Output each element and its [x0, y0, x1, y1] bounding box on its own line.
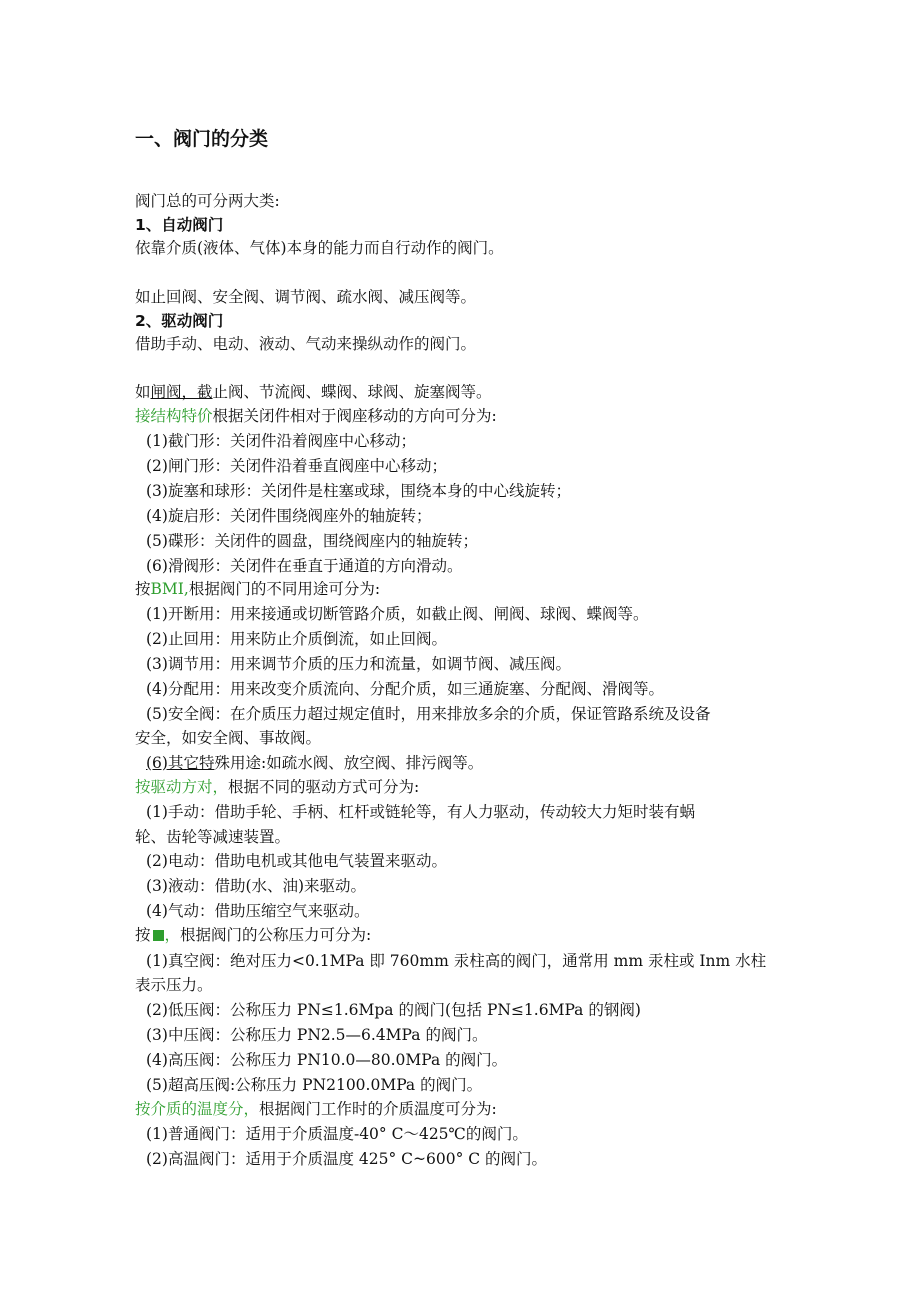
usage-lead [135, 578, 380, 600]
list-item: (5)碟形：关闭件的圆盘，围绕阀座内的轴旋转； [146, 532, 478, 550]
usage-lead-text: 根据阀门的不同用途可分为: [188, 580, 381, 598]
list-item: (4)气动：借助压缩空气来驱动。 [146, 902, 370, 920]
structure-lead [135, 405, 497, 427]
temperature-lead [135, 1098, 497, 1120]
driven-examples [135, 381, 492, 403]
temperature-lead-text: 根据阀门工作时的介质温度可分为: [259, 1100, 497, 1118]
page-title: 一、阀门的分类 [135, 128, 269, 150]
drive-lead-text: 根据不同的驱动方式可分为: [228, 778, 420, 796]
list-item: (3)中压阀：公称压力 PN2.5—6.4MPa 的阀门。 [146, 1026, 488, 1044]
list-item: (1)手动：借助手轮、手柄、杠杆或链轮等，有人力驱动，传动较大力矩时装有蜗 [146, 803, 695, 821]
pressure-lead-highlight: ， [164, 926, 181, 944]
driven-examples-underlined: 闸阀，截 [150, 383, 213, 401]
list-item-continuation: 安全，如安全阀、事故阀。 [135, 729, 322, 747]
auto-description: 依靠介质(液体、气体)本身的能力而自行动作的阀门。 [135, 239, 504, 257]
list-item: (4)高压阀：公称压力 PN10.0—80.0MPa 的阀门。 [146, 1051, 508, 1069]
pressure-lead-prefix: 按 [135, 926, 151, 944]
section-heading-driven: 2、驱动阀门 [135, 312, 224, 330]
pressure-lead [135, 924, 371, 946]
driven-description: 借助手动、电动、液动、气动来操纵动作的阀门。 [135, 335, 477, 353]
list-item-continuation: 轮、齿轮等减速装置。 [135, 828, 291, 846]
intro-text: 阀门总的可分两大类: [135, 192, 280, 210]
structure-lead-text: 根据关闭件相对于阀座移动的方向可分为: [212, 407, 497, 425]
list-item: (1)开断用：用来接通或切断管路介质，如截止阀、闸阀、球阀、蝶阀等。 [146, 605, 649, 623]
list-item: (2)高温阀门：适用于介质温度 425° C~600° C 的阀门。 [146, 1150, 548, 1168]
section-heading-auto: 1、自动阀门 [135, 216, 224, 234]
driven-examples-rest: 止阀、节流阀、蝶阀、球阀、旋塞阀等。 [212, 383, 492, 401]
list-item: (3)液动：借助(水、油)来驱动。 [146, 877, 367, 895]
list-item: (3)旋塞和球形：关闭件是柱塞或球，围绕本身的中心线旋转； [146, 482, 571, 500]
list-item: (3)调节用：用来调节介质的压力和流量，如调节阀、减压阀。 [146, 655, 571, 673]
list-item: (1)截门形：关闭件沿着阀座中心移动； [146, 432, 416, 450]
driven-examples-prefix: 如 [135, 383, 151, 401]
list-item: (5)安全阀：在介质压力超过规定值时，用来排放多余的介质，保证管路系统及设备 [146, 705, 711, 723]
list-item: (2)止回用：用来防止介质倒流，如止回阀。 [146, 630, 447, 648]
list-item-continuation: 表示压力。 [135, 976, 213, 994]
list-item: (4)分配用：用来改变介质流向、分配介质，如三通旋塞、分配阀、滑阀等。 [146, 680, 664, 698]
list-item: (2)电动：借助电机或其他电气装置来驱动。 [146, 852, 447, 870]
list-item: (6)滑阀形：关闭件在垂直于通道的方向滑动。 [146, 557, 463, 575]
green-square-icon [153, 930, 164, 941]
pressure-lead-text: 根据阀门的公称压力可分为: [180, 926, 372, 944]
list-item [146, 752, 483, 774]
drive-lead-highlight: 按驱动方对， [135, 778, 229, 796]
usage-lead-highlight: BMI, [150, 580, 189, 598]
list-item: (2)低压阀：公称压力 PN≤1.6Mpa 的阀门(包括 PN≤1.6MPa 的钢阀) [146, 1001, 641, 1019]
auto-examples: 如止回阀、安全阀、调节阀、疏水阀、减压阀等。 [135, 288, 477, 306]
list-item: (5)超高压阀:公称压力 PN2100.0MPa 的阀门。 [146, 1076, 483, 1094]
list-item: (4)旋启形：关闭件围绕阀座外的轴旋转； [146, 507, 432, 525]
drive-lead [135, 776, 419, 798]
usage-lead-prefix: 按 [135, 580, 151, 598]
list-item: (1)普通阀门：适用于介质温度-40° C～425℃的阀门。 [146, 1125, 528, 1143]
list-item: (1)真空阀：绝对压力<0.1MPa 即 760mm 汞柱高的阀门，通常用 mm 汞柱或 Inm 水柱 [146, 952, 767, 970]
list-item: (2)闸门形：关闭件沿着垂直阀座中心移动； [146, 457, 447, 475]
usage-item6-underlined: (6)其它特 [146, 754, 215, 772]
structure-lead-highlight: 接结构特价 [135, 407, 213, 425]
temperature-lead-highlight: 按介质的温度分， [135, 1100, 260, 1118]
usage-item6-text: 殊用途:如疏水阀、放空阀、排污阀等。 [214, 754, 484, 772]
